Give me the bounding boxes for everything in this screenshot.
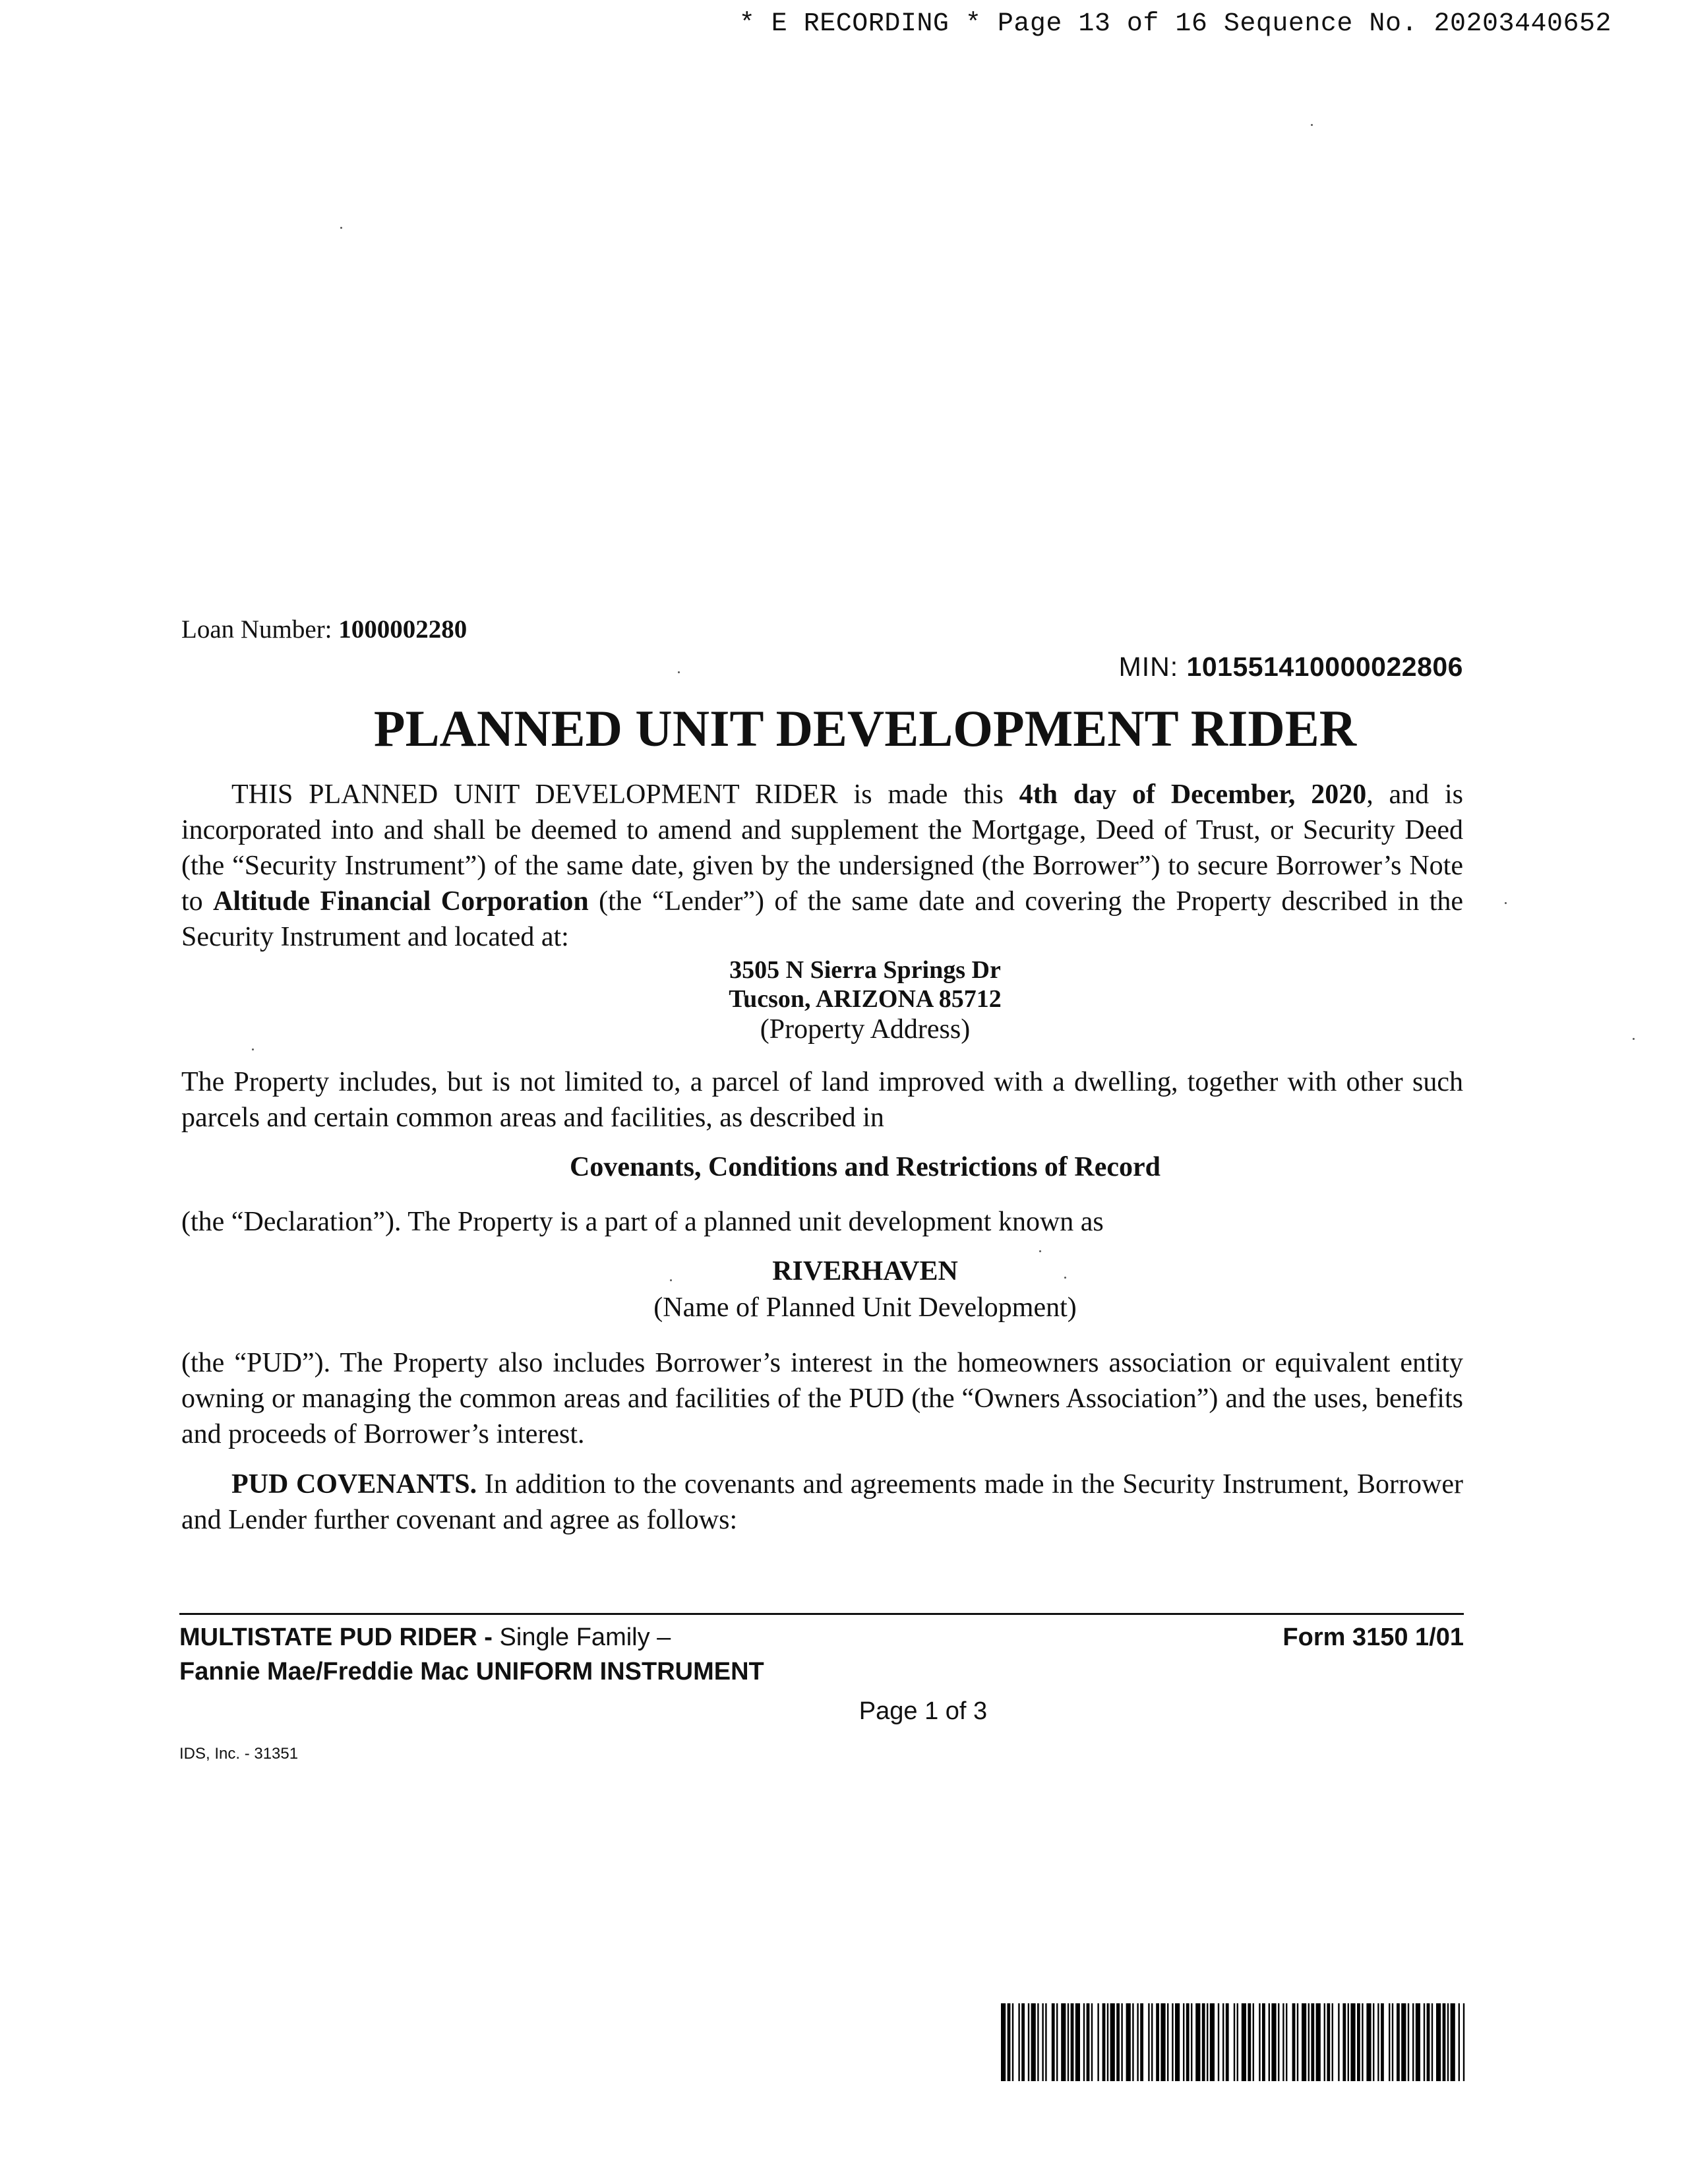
barcode-bar (1031, 2003, 1036, 2081)
barcode-bar (1042, 2003, 1043, 2081)
barcode-bar (1061, 2003, 1066, 2081)
barcode-bar (1071, 2003, 1074, 2081)
barcode-bar (1381, 2003, 1384, 2081)
barcode (1001, 2003, 1465, 2081)
barcode-bar (1191, 2003, 1192, 2081)
barcode-bar (1137, 2003, 1138, 2081)
loan-number-line (181, 615, 467, 644)
barcode-bar (1269, 2003, 1270, 2081)
barcode-bar (1253, 2003, 1254, 2081)
barcode-bar (1332, 2003, 1333, 2081)
document-title: PLANNED UNIT DEVELOPMENT RIDER (373, 700, 1357, 757)
scan-speck (678, 671, 680, 673)
barcode-bar (1045, 2003, 1046, 2081)
footer-divider (179, 1613, 1464, 1615)
pud-paragraph: (the “PUD”). The Property also includes Borrower’s interest in the homeowners association or equivalent entity owning or managing the common areas and facilities of the PUD (the “Owners Association”) and the uses, benefits and proceeds of Borrower’s interest. (181, 1348, 1463, 1449)
barcode-bar (1286, 2003, 1287, 2081)
barcode-bar (1083, 2003, 1085, 2081)
property-street: 3505 N Sierra Springs Dr (729, 956, 1001, 984)
barcode-bar (1424, 2003, 1425, 2081)
scan-speck (1505, 902, 1507, 904)
scan-speck (1311, 124, 1313, 126)
barcode-bar (1292, 2003, 1296, 2081)
barcode-bar (1121, 2003, 1122, 2081)
barcode-bar (1012, 2003, 1013, 2081)
barcode-bar (1107, 2003, 1108, 2081)
barcode-bar (1116, 2003, 1120, 2081)
barcode-bar (1097, 2003, 1099, 2081)
barcode-bar (1075, 2003, 1080, 2081)
barcode-bar (1443, 2003, 1446, 2081)
barcode-bar (1222, 2003, 1224, 2081)
barcode-bar (1436, 2003, 1441, 2081)
barcode-bar (1226, 2003, 1229, 2081)
pud-name: RIVERHAVEN (772, 1256, 958, 1287)
barcode-bar (1242, 2003, 1246, 2081)
barcode-bar (1140, 2003, 1143, 2081)
barcode-bar (1248, 2003, 1251, 2081)
pud-name-caption: (Name of Planned Unit Development) (653, 1292, 1077, 1323)
min-label: MIN: (1118, 652, 1179, 682)
barcode-bar (1156, 2003, 1159, 2081)
barcode-bar (1401, 2003, 1406, 2081)
ids-code: IDS, Inc. - 31351 (179, 1745, 299, 1763)
barcode-bar (1278, 2003, 1279, 2081)
barcode-bar (1427, 2003, 1430, 2081)
barcode-bar (1282, 2003, 1284, 2081)
barcode-bar (1324, 2003, 1325, 2081)
lender-name: Altitude Financial Corporation (213, 886, 589, 917)
barcode-bar (1091, 2003, 1093, 2081)
barcode-bar (1186, 2003, 1190, 2081)
barcode-bar (1183, 2003, 1184, 2081)
scan-speck (252, 1048, 254, 1050)
barcode-bar (1416, 2003, 1420, 2081)
barcode-bar (1362, 2003, 1363, 2081)
barcode-bar (1018, 2003, 1019, 2081)
pud-covenants-paragraph (181, 1467, 1463, 1538)
scan-speck (1039, 1250, 1041, 1252)
barcode-bar (1271, 2003, 1276, 2081)
barcode-bar (1316, 2003, 1321, 2081)
barcode-bar (1028, 2003, 1029, 2081)
footer-uniform-instrument: Fannie Mae/Freddie Mac UNIFORM INSTRUMENT (179, 1658, 764, 1685)
barcode-bar (1348, 2003, 1349, 2081)
barcode-bar (1037, 2003, 1039, 2081)
barcode-bar (1447, 2003, 1449, 2081)
recording-header: * E RECORDING * Page 13 of 16 Sequence No. 20203440652 (738, 9, 1612, 39)
loan-number-value: 1000002280 (338, 615, 467, 644)
pud-covenants-heading: PUD COVENANTS. (231, 1469, 477, 1500)
barcode-bar (1357, 2003, 1360, 2081)
barcode-bar (1262, 2003, 1265, 2081)
barcode-bar (1132, 2003, 1133, 2081)
property-address-caption: (Property Address) (760, 1014, 971, 1045)
intro-text-3: (the “Lender”) of the same date and covering the Property described in the Security Instrument and located at: (181, 886, 1464, 952)
barcode-bar (1377, 2003, 1379, 2081)
barcode-bar (1151, 2003, 1153, 2081)
barcode-bar (1297, 2003, 1298, 2081)
intro-paragraph (181, 777, 1463, 955)
barcode-bar (1338, 2003, 1339, 2081)
footer-form-title (179, 1623, 671, 1652)
barcode-bar (1311, 2003, 1314, 2081)
barcode-bar (1052, 2003, 1055, 2081)
property-city-state-zip: Tucson, ARIZONA 85712 (729, 985, 1002, 1013)
barcode-bar (1068, 2003, 1069, 2081)
barcode-bar (1392, 2003, 1393, 2081)
barcode-bar (1308, 2003, 1310, 2081)
barcode-bar (1110, 2003, 1115, 2081)
barcode-bar (1432, 2003, 1433, 2081)
barcode-bar (1397, 2003, 1400, 2081)
property-includes-paragraph: The Property includes, but is not limited to, a parcel of land improved with a dwelling, together with other such parcels and certain common areas and facilities, as described in (181, 1067, 1463, 1133)
barcode-bar (1302, 2003, 1306, 2081)
barcode-bar (1234, 2003, 1235, 2081)
pud-covenants-text: In addition to the covenants and agreements made in the Security Instrument, Borrower and Lender further covenant and agree as follows: (181, 1469, 1463, 1535)
barcode-bar (1350, 2003, 1355, 2081)
barcode-bar (1148, 2003, 1149, 2081)
footer-form-number: Form 3150 1/01 (1282, 1623, 1464, 1651)
barcode-bar (1237, 2003, 1238, 2081)
barcode-bar (1021, 2003, 1025, 2081)
barcode-bar (1175, 2003, 1180, 2081)
rider-date: 4th day of December, 2020 (1019, 779, 1367, 810)
barcode-bar (1373, 2003, 1374, 2081)
barcode-bar (1160, 2003, 1165, 2081)
scan-speck (340, 227, 342, 229)
barcode-bar (1327, 2003, 1330, 2081)
barcode-bar (1259, 2003, 1260, 2081)
barcode-bar (1195, 2003, 1200, 2081)
loan-number-label: Loan Number: (181, 615, 332, 644)
barcode-bar (1126, 2003, 1131, 2081)
barcode-bar (1342, 2003, 1346, 2081)
barcode-bar (1008, 2003, 1011, 2081)
barcode-bar (1207, 2003, 1208, 2081)
barcode-bar (1087, 2003, 1090, 2081)
page-number: Page 1 of 3 (859, 1697, 988, 1725)
min-value: 101551410000022806 (1186, 652, 1463, 682)
footer-form-title-rest: Single Family – (499, 1623, 671, 1651)
barcode-bar (1056, 2003, 1058, 2081)
intro-text-2: , and is incorporated into and shall be deemed to amend and supplement the Mortgage, Deed of Trust, or Security Deed (the “Security Instrument”) of the same date, given by the undersigned (the Borrower”) to secure Borrower’s Note to (181, 779, 1464, 917)
barcode-bar (1218, 2003, 1219, 2081)
barcode-bar (1102, 2003, 1106, 2081)
barcode-bar (1463, 2003, 1464, 2081)
footer-form-title-bold: MULTISTATE PUD RIDER - (179, 1623, 500, 1651)
barcode-bar (1202, 2003, 1205, 2081)
barcode-bar (1001, 2003, 1006, 2081)
barcode-bar (1366, 2003, 1371, 2081)
min-line (1119, 652, 1463, 682)
intro-text-1: THIS PLANNED UNIT DEVELOPMENT RIDER is made this (231, 779, 1019, 810)
barcode-bar (1412, 2003, 1414, 2081)
barcode-bar (1451, 2003, 1455, 2081)
barcode-bar (1210, 2003, 1215, 2081)
barcode-bar (1389, 2003, 1390, 2081)
declaration-name: Covenants, Conditions and Restrictions of Record (569, 1152, 1161, 1182)
barcode-bar (1408, 2003, 1409, 2081)
barcode-bar (1172, 2003, 1173, 2081)
barcode-bar (1167, 2003, 1168, 2081)
barcode-bar (1459, 2003, 1460, 2081)
declaration-paragraph: (the “Declaration”). The Property is a part of a planned unit development known as (181, 1207, 1104, 1237)
